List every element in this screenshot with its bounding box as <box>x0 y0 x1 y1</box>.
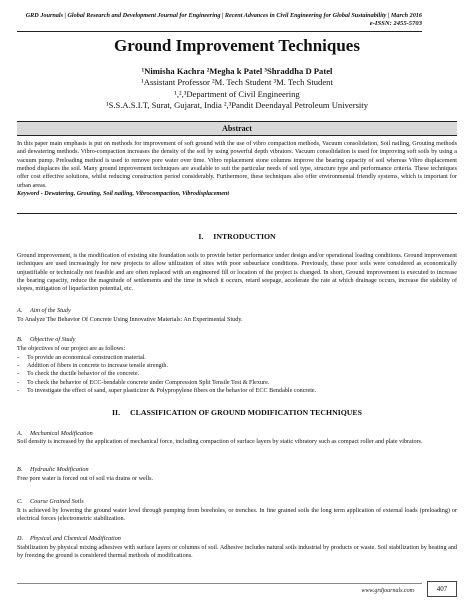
abstract-body <box>17 140 457 198</box>
physical-chemical-text: Stabilization by physical mixing adhesives with surface layers or columns of soil. Adhesive includes natural soils industrial by products or waste. Soil stabilization by heating and by freezing the ground is considered thermal methods of modifications. <box>17 545 457 560</box>
abstract-rule <box>17 213 457 214</box>
author-names: ¹Nimisha Kachra ²Megha k Patel ³Shraddha D Patel <box>141 66 333 76</box>
subheading-course-grained <box>17 498 84 506</box>
author-institutions: ¹S.S.A.S.I.T, Surat, Gujarat, India ²,³Pandit Deendayal Petroleum University <box>106 100 368 111</box>
subheading-hydraulic <box>17 466 89 474</box>
list-item: - To investigate the effect of sand, super plasticizer & Polypropylene fibers on the behavior of ECC Bendable concrete. <box>17 387 457 395</box>
sub-title: Course Grained Soils <box>30 498 84 505</box>
section-heading-introduction <box>0 232 474 242</box>
paper-title: Ground Improvement Techniques <box>114 36 360 55</box>
section-number: I. <box>198 232 204 241</box>
author-positions: ¹Assistant Professor ²M. Tech Student ³M. Tech Student <box>141 77 333 88</box>
sub-letter: B. <box>17 336 23 343</box>
course-grained-text: It is achieved by lowering the ground water level through pumping from boreholes, or trenches. In fine grained soils the long term application of external loads (preloading) or electrical forces (electrometric stabilization. <box>17 508 457 523</box>
list-item: - To provide an economical construction material. <box>17 354 457 362</box>
mechanical-text: Soil density is increased by the application of mechanical force, including compaction of surface layers by static vibratory such as compact roller and plate vibrators. <box>17 439 423 445</box>
sub-letter: A. <box>17 430 23 437</box>
sub-title: Mechanical Modification <box>30 430 93 437</box>
objectives-list <box>17 354 457 395</box>
abstract-text: In this paper main emphasis is put on methods for improvement of soft ground with the use of vibro compaction methods, Vacuum consolidation, Soil nailing, Grouting methods and dewatering methods. Vibro-compaction increases the density of the soil by using powerful depth vibrators. Vacuum consolidation is used for improving soft soils by using a vacuum pump. Preloading method is used to remove pore water over time. Vibro replacement stone columns improve the bearing capacity of soil whereas Vibro displacement method displaces the soil. Many ground improvement techniques are available to suit the particular needs of soil type, structure type and performance criteria. These techniques offer cost effective solutions, whilst reducing construction period considerably. Furthermore, these techniques also offer environmental friendly systems, which is important for urban areas. <box>17 141 457 189</box>
sub-letter: A. <box>17 307 23 314</box>
abstract-heading: Abstract <box>17 121 457 136</box>
header-rule <box>17 31 422 32</box>
list-item: - Addition of fibers in concrete to increase tensile strength. <box>17 362 457 370</box>
section-title: INTRODUCTION <box>213 232 276 241</box>
subheading-physical-chemical <box>17 535 121 543</box>
sub-title: Hydraulic Modification <box>30 466 89 473</box>
section-heading-classification <box>0 408 474 418</box>
author-department: ¹,²,³Department of Civil Engineering <box>174 88 300 99</box>
sub-letter: C. <box>17 498 23 505</box>
footer-rule <box>17 583 422 584</box>
list-item: - To check the ductile behavior of the concrete. <box>17 370 457 378</box>
journal-line: GRD Journals | Global Research and Development Journal for Engineering | Recent Advances in Civil Engineering for Global Sustainability | March 2016 <box>25 12 422 19</box>
sub-title: Aim of the Study <box>30 307 71 314</box>
author-block <box>0 66 474 112</box>
section-number: II. <box>112 408 121 417</box>
keywords: Keyword - Dewatering, Grouting, Soil nailing, Vibrocompaction, Vibrodisplacement <box>17 191 230 198</box>
footer-website[interactable]: www.grdjournals.com <box>361 588 414 594</box>
list-item: - To check the behavior of ECC-bendable concrete under Compression Split Tensile Test & Flexure. <box>17 379 457 387</box>
introduction-paragraph: Ground improvement, is the modification of existing site foundation soils to provide better performance under design and/or operational loading conditions. Ground improvement techniques are used increasingly for new projects to allow utilization of sites with poor subsurface conditions. Previously, these poor soils were considered as economically unjustifiable or technically not feasible and are often replaced with an engineered fill or location of the project is changed. In short, Ground improvement is executed to increase the bearing capacity, reduce the magnitude of settlements and the time in which it occurs, retard seepage, accelerate the rate at which drainage occurs, increase the stability of slopes, mitigation of liquefaction potential, etc. <box>17 253 457 293</box>
journal-header <box>22 12 422 28</box>
subheading-objective <box>17 336 75 344</box>
sub-letter: D. <box>17 535 24 542</box>
sub-letter: B. <box>17 466 23 473</box>
journal-issn: e-ISSN: 2455-5703 <box>369 20 422 27</box>
sub-title: Physical and Chemical Modification <box>30 535 121 542</box>
subheading-aim <box>17 307 71 315</box>
section-title: CLASSIFICATION OF GROUND MODIFICATION TECHNIQUES <box>130 408 362 417</box>
aim-text: To Analyze The Behavior Of Concrete Using Innovative Materials: An Experimental Study. <box>17 317 243 323</box>
sub-title: Objective of Study <box>30 336 76 343</box>
objective-intro: The objectives of our project are as follows: <box>17 346 126 352</box>
hydraulic-text: Free pore water is forced out of soil via drains or wells. <box>17 476 154 482</box>
page-number: 407 <box>427 581 457 597</box>
subheading-mechanical <box>17 430 93 438</box>
